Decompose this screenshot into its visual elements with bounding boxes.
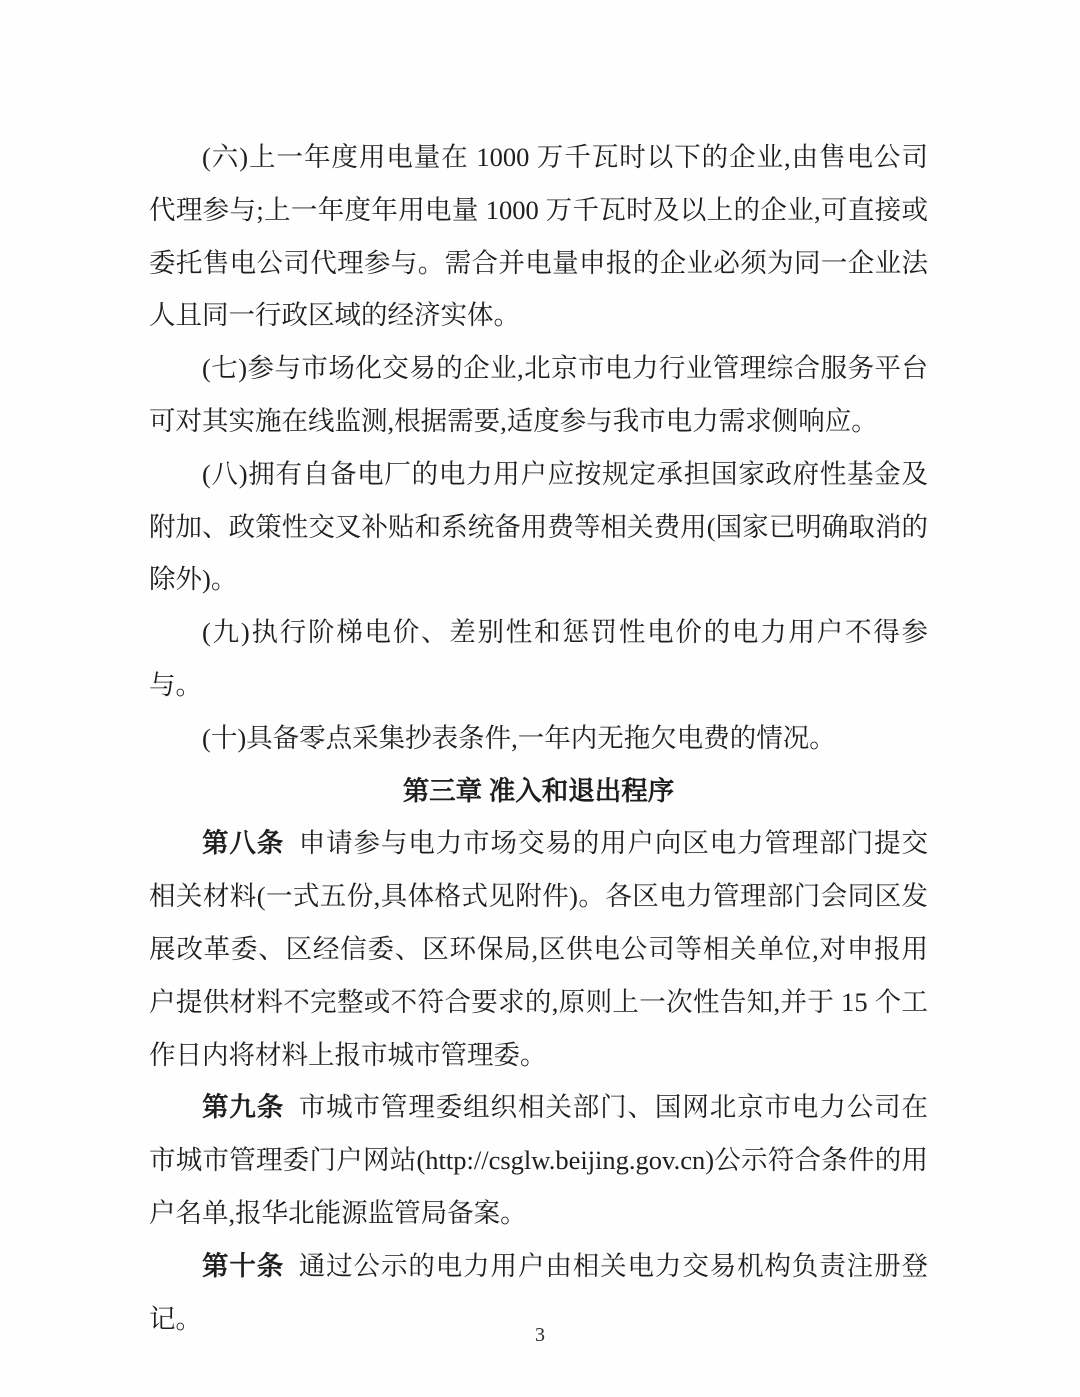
article-8-paragraph xyxy=(149,817,928,1081)
article-9-number: 第九条 xyxy=(202,1092,285,1123)
clause-paragraph-9: (九)执行阶梯电价、差别性和惩罚性电价的电力用户不得参与。 xyxy=(149,617,928,700)
clause-paragraph-10: (十)具备零点采集抄表条件,一年内无拖欠电费的情况。 xyxy=(202,722,836,753)
page-number: 3 xyxy=(535,1324,545,1346)
article-8-number: 第八条 xyxy=(202,828,285,859)
article-9-text: 市城市管理委组织相关部门、国网北京市电力公司在市城市管理委门户网站(http://csglw.beijing.gov.cn)公示符合条件的用户名单,报华北能源监管局备案。 xyxy=(149,1092,929,1228)
article-8-text: 申请参与电力市场交易的用户向区电力管理部门提交相关材料(一式五份,具体格式见附件)。各区电力管理部门会同区发展改革委、区经信委、区环保局,区供电公司等相关单位,对申报用户提供材料不完整或不符合要求的,原则上一次性告知,并于 15 个工作日内将材料上报市城市管理委。 xyxy=(149,828,929,1070)
clause-paragraph-8: (八)拥有自备电厂的电力用户应按规定承担国家政府性基金及附加、政策性交叉补贴和系统备用费等相关费用(国家已明确取消的除外)。 xyxy=(149,458,928,595)
article-10-number: 第十条 xyxy=(202,1250,285,1281)
chapter-heading: 第三章 准入和退出程序 xyxy=(402,775,675,806)
clause-paragraph-6: (六)上一年度用电量在 1000 万千瓦时以下的企业,由售电公司代理参与;上一年度年用电量 1000 万千瓦时及以上的企业,可直接或委托售电公司代理参与。需合并电量申报的企业必须为同一企业法人且同一行政区域的经济实体。 xyxy=(149,142,928,331)
clause-paragraph-7: (七)参与市场化交易的企业,北京市电力行业管理综合服务平台可对其实施在线监测,根据需要,适度参与我市电力需求侧响应。 xyxy=(149,353,928,436)
article-9-paragraph xyxy=(149,1081,928,1239)
document-body xyxy=(149,131,928,1345)
article-10-text: 通过公示的电力用户由相关电力交易机构负责注册登记。 xyxy=(149,1250,929,1334)
